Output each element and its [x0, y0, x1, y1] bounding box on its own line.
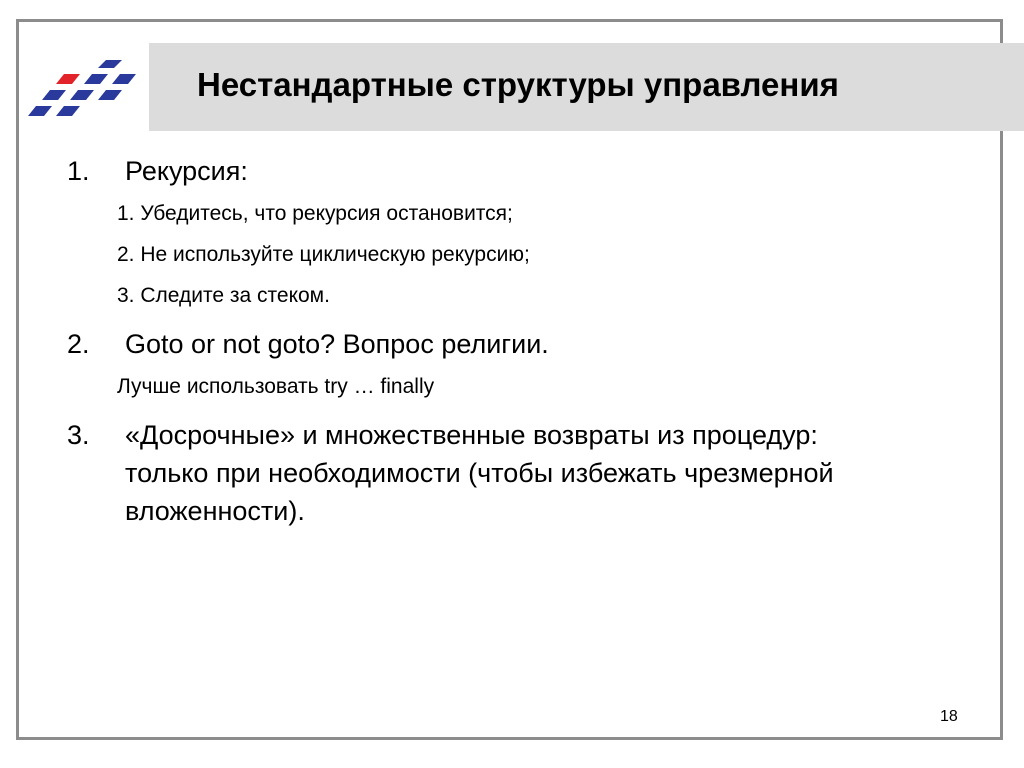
sub-item: 3. Следите за стеком.: [117, 284, 330, 307]
slide-title: Нестандартные структуры управления: [197, 66, 839, 103]
sub-item: 1. Убедитесь, что рекурсия остановится;: [117, 202, 513, 225]
sub-item: 2. Не используйте циклическую рекурсию;: [117, 243, 530, 266]
list-text: Goto or not goto? Вопрос религии.: [125, 329, 549, 359]
list-number: 3.: [67, 420, 90, 450]
list-number: 1.: [67, 156, 90, 186]
list-number: 2.: [67, 329, 90, 359]
company-logo-icon: [26, 58, 142, 118]
list-text: «Досрочные» и множественные возвраты из процедур: только при необходимости (чтобы избежать чрезмерной вложенности).: [125, 420, 834, 526]
list-text: Рекурсия:: [125, 156, 248, 186]
sub-item: Лучше использовать try … finally: [117, 375, 435, 398]
page-number: 18: [940, 708, 958, 725]
